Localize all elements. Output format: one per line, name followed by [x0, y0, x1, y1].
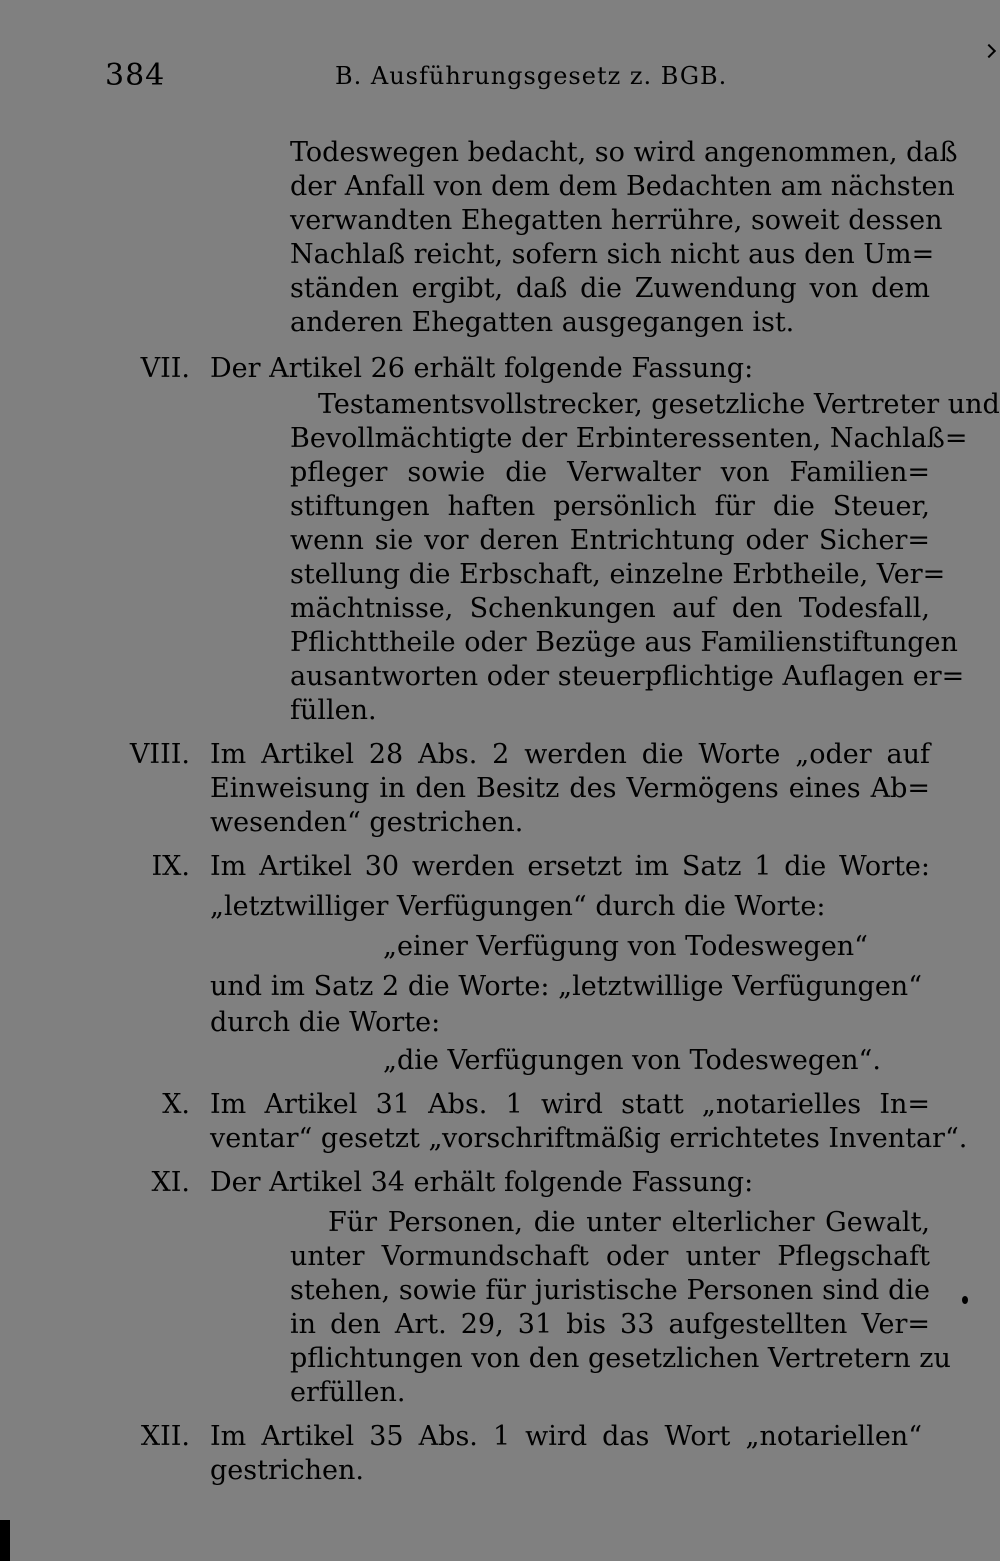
text-line: unter Vormundschaft oder unter Pflegschaft	[290, 1241, 930, 1272]
text-line: füllen.	[290, 695, 377, 726]
text-line: „die Verfügungen von Todeswegen“.	[383, 1045, 881, 1076]
text-line: in den Art. 29, 31 bis 33 aufgestellten Ver=	[290, 1309, 930, 1340]
text-line: stiftungen haften persönlich für die Steuer,	[290, 491, 930, 522]
section-numeral: X.	[162, 1089, 190, 1120]
text-line: Der Artikel 34 erhält folgende Fassung:	[210, 1167, 754, 1198]
text-line: Todeswegen bedacht, so wird angenommen, daß	[290, 137, 958, 168]
text-line: wenn sie vor deren Entrichtung oder Sicher=	[290, 525, 930, 556]
text-line: ausantworten oder steuerpflichtige Auflagen er=	[290, 661, 965, 692]
running-title: B. Ausführungsgesetz z. BGB.	[335, 62, 728, 90]
text-line: und im Satz 2 die Worte: „letztwillige Verfügungen“	[210, 971, 922, 1002]
section-numeral: VII.	[140, 353, 190, 384]
text-line: mächtnisse, Schenkungen auf den Todesfall,	[290, 593, 930, 624]
binding-edge-mark	[0, 1520, 10, 1561]
ink-speck	[962, 1296, 968, 1304]
section-numeral: VIII.	[129, 739, 190, 770]
text-line: Im Artikel 30 werden ersetzt im Satz 1 die Worte:	[210, 851, 930, 882]
text-line: gestrichen.	[210, 1455, 364, 1486]
page-number: 384	[105, 58, 166, 93]
text-line: Im Artikel 31 Abs. 1 wird statt „notarielles In=	[210, 1089, 930, 1120]
text-line: ventar“ gesetzt „vorschriftmäßig errichtetes Inventar“.	[210, 1123, 968, 1154]
text-line: stehen, sowie für juristische Personen sind die	[290, 1275, 930, 1306]
text-line: wesenden“ gestrichen.	[210, 807, 524, 838]
text-line: pfleger sowie die Verwalter von Familien=	[290, 457, 930, 488]
text-line: Der Artikel 26 erhält folgende Fassung:	[210, 353, 754, 384]
text-line: der Anfall von dem dem Bedachten am nächsten	[290, 171, 955, 202]
text-line: stellung die Erbschaft, einzelne Erbtheile, Ver=	[290, 559, 946, 590]
text-line: anderen Ehegatten ausgegangen ist.	[290, 307, 795, 338]
page-edge-mark	[982, 44, 996, 58]
text-line: „einer Verfügung von Todeswegen“	[383, 931, 868, 962]
text-line: erfüllen.	[290, 1377, 406, 1408]
text-line: Im Artikel 35 Abs. 1 wird das Wort „notariellen“	[210, 1421, 922, 1452]
text-line: Einweisung in den Besitz des Vermögens eines Ab=	[210, 773, 930, 804]
text-line: ständen ergibt, daß die Zuwendung von dem	[290, 273, 930, 304]
text-line: pflichtungen von den gesetzlichen Vertretern zu	[290, 1343, 951, 1374]
text-line: verwandten Ehegatten herrühre, soweit dessen	[290, 205, 943, 236]
text-line: durch die Worte:	[210, 1007, 441, 1038]
section-numeral: XI.	[151, 1167, 190, 1198]
text-line: Testamentsvollstrecker, gesetzliche Vertreter und	[318, 389, 1000, 420]
text-line: Pflichttheile oder Bezüge aus Familienstiftungen	[290, 627, 958, 658]
section-numeral: XII.	[140, 1421, 190, 1452]
text-line: „letztwilliger Verfügungen“ durch die Worte:	[210, 891, 826, 922]
text-line: Nachlaß reicht, sofern sich nicht aus den Um=	[290, 239, 935, 270]
text-line: Bevollmächtigte der Erbinteressenten, Nachlaß=	[290, 423, 968, 454]
section-numeral: IX.	[151, 851, 190, 882]
page-header	[105, 58, 935, 98]
text-line: Im Artikel 28 Abs. 2 werden die Worte „oder auf	[210, 739, 930, 770]
text-line: Für Personen, die unter elterlicher Gewalt,	[328, 1207, 930, 1238]
